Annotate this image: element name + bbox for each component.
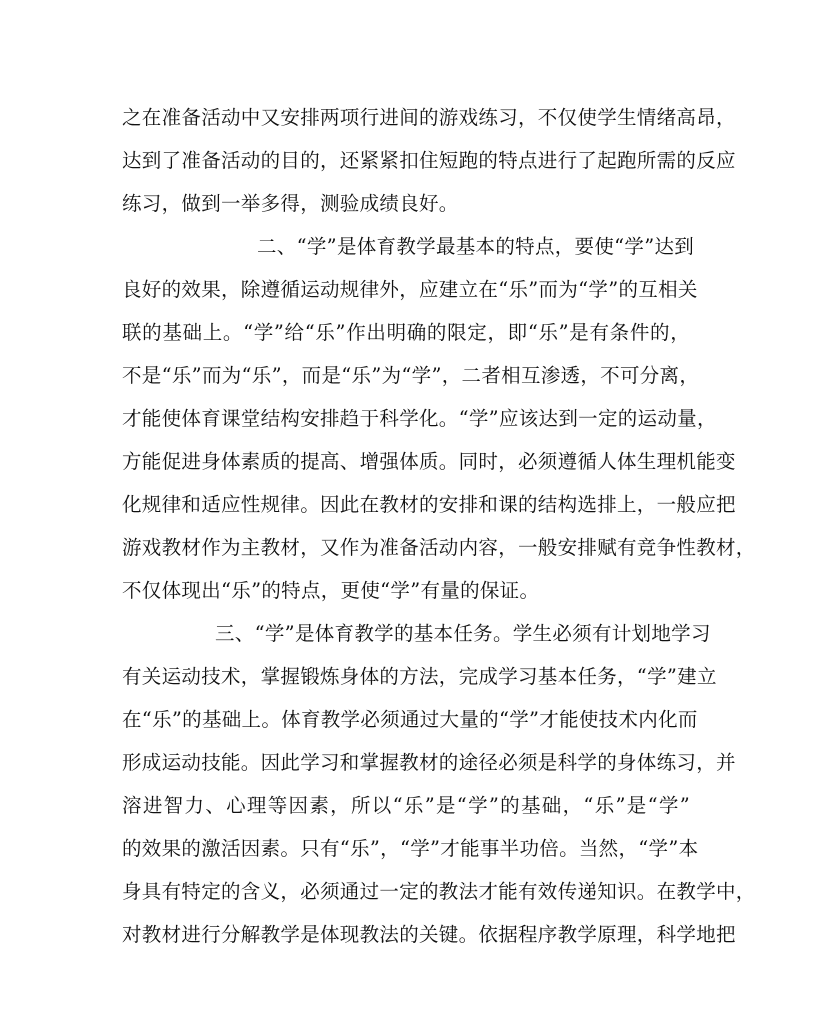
text-line: 溶进智力、心理等因素，所以“乐”是“学”的基础，“乐”是“学” — [122, 794, 690, 817]
text-line: 对教材进行分解教学是体现教法的关键。依据程序教学原理，科学地把 — [122, 923, 736, 946]
text-line: 良好的效果，除遵循运动规律外，应建立在“乐”而为“学”的互相关 — [122, 278, 698, 301]
text-line: 的效果的激活因素。只有“乐”，“学”才能事半功倍。当然，“学”本 — [122, 837, 699, 860]
text-line: 不是“乐”而为“乐”，而是“乐”为“学”，二者相互渗透，不可分离， — [122, 364, 700, 387]
text-line: 身具有特定的含义，必须通过一定的教法才能有效传递知识。在教学中， — [122, 880, 756, 903]
text-line: 化规律和适应性规律。因此在教材的安排和课的结构选排上，一般应把 — [122, 493, 736, 516]
text-line: 练习，做到一举多得，测验成绩良好。 — [122, 192, 459, 215]
paragraph-heading-line: 三、“学”是体育教学的基本任务。学生必须有计划地学习 — [215, 622, 711, 645]
text-line: 在“乐”的基础上。体育教学必须通过大量的“学”才能使技术内化而 — [122, 708, 698, 731]
text-line: 游戏教材作为主教材，又作为准备活动内容，一般安排赋有竞争性教材， — [122, 536, 756, 559]
text-line: 有关运动技术，掌握锻炼身体的方法，完成学习基本任务，“学”建立 — [122, 665, 717, 688]
text-line: 达到了准备活动的目的，还紧紧扣住短跑的特点进行了起跑所需的反应 — [122, 149, 736, 172]
text-line: 联的基础上。“学”给“乐”作出明确的限定，即“乐”是有条件的， — [122, 321, 690, 344]
paragraph-heading-line: 二、“学”是体育教学最基本的特点，要使“学”达到 — [257, 235, 695, 258]
text-line: 形成运动技能。因此学习和掌握教材的途径必须是科学的身体练习，并 — [122, 751, 736, 774]
text-line: 之在准备活动中又安排两项行进间的游戏练习，不仅使学生情绪高昂， — [122, 106, 736, 129]
text-line: 不仅体现出“乐”的特点，更使“学”有量的保证。 — [122, 579, 540, 602]
text-line: 方能促进身体素质的提高、增强体质。同时，必须遵循人体生理机能变 — [122, 450, 736, 473]
text-line: 才能使体育课堂结构安排趋于科学化。“学”应该达到一定的运动量， — [122, 407, 717, 430]
